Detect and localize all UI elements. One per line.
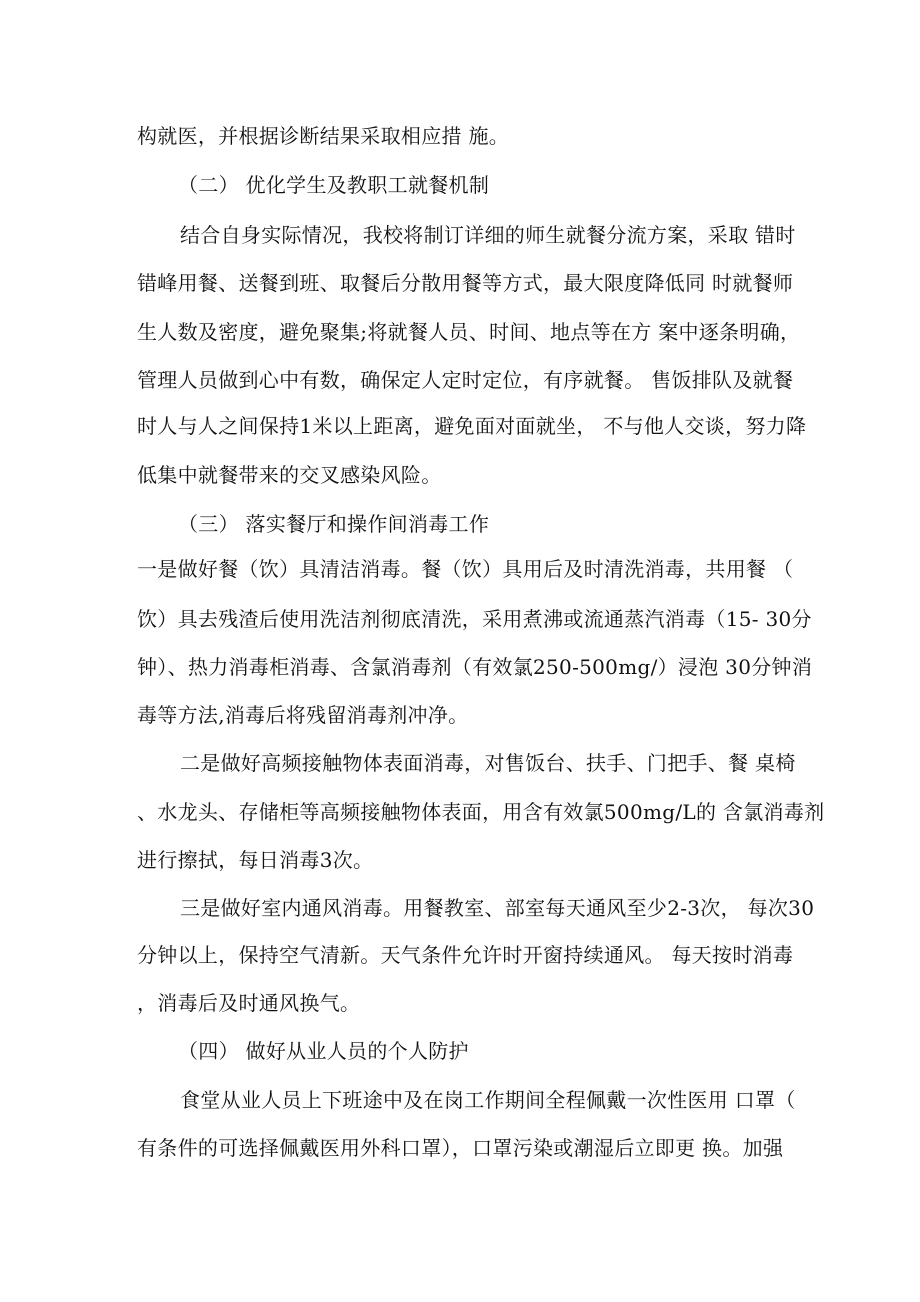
paragraph-line: 毒等方法,消毒后将残留消毒剂冲净。 <box>137 703 469 727</box>
paragraph-continuation-line: 构就医，并根据诊断结果采取相应措 施。 <box>137 124 510 148</box>
paragraph-line: 时人与人之间保持1米以上距离，避免面对面就坐， 不与他人交谈，努力降 <box>137 414 807 438</box>
paragraph-line: 三是做好室内通风消毒。用餐教室、部室每天通风至少2-3次， 每次30 <box>180 896 815 920</box>
section-heading-4: （四） 做好从业人员的个人防护 <box>178 1039 469 1063</box>
section-heading-2: （二） 优化学生及教职工就餐机制 <box>178 173 490 197</box>
paragraph-line: ，消毒后及时通风换气。 <box>137 991 361 1015</box>
paragraph-line: 饮）具去残渣后使用洗洁剂彻底清洗，采用煮沸或流通蒸汽消毒（15- 30分 <box>137 607 812 631</box>
paragraph-line: 、水龙头、存储柜等高频接触物体表面，用含有效氯500mg/L的 含氯消毒剂 <box>137 800 825 824</box>
paragraph-line: 钟）、热力消毒柜消毒、含氯消毒剂（有效氯250-500mg/）浸泡 30分钟消 <box>137 655 813 679</box>
paragraph-line: 有条件的可选择佩戴医用外科口罩），口罩污染或潮湿后立即更 换。加强 <box>137 1136 784 1160</box>
paragraph-line: 分钟以上，保持空气清新。天气条件允许时开窗持续通风。 每天按时消毒 <box>137 943 794 967</box>
paragraph-line: 一是做好餐（饮）具清洁消毒。餐（饮）具用后及时清洗消毒，共用餐 （ <box>137 557 794 581</box>
paragraph-line: 错峰用餐、送餐到班、取餐后分散用餐等方式，最大限度降低同 时就餐师 <box>137 271 794 295</box>
paragraph-line: 二是做好高频接触物体表面消毒，对售饭台、扶手、门把手、餐 桌椅 <box>180 751 796 775</box>
paragraph-line: 低集中就餐带来的交叉感染风险。 <box>137 463 442 487</box>
paragraph-line: 管理人员做到心中有数，确保定人定时定位，有序就餐。 售饭排队及就餐 <box>137 368 794 392</box>
paragraph-line: 生人数及密度，避免聚集;将就餐人员、时间、地点等在方 案中逐条明确， <box>137 320 801 344</box>
section-heading-3: （三） 落实餐厅和操作间消毒工作 <box>178 512 490 536</box>
paragraph-line: 结合自身实际情况，我校将制订详细的师生就餐分流方案，采取 错时 <box>180 223 796 247</box>
paragraph-line: 食堂从业人员上下班途中及在岗工作期间全程佩戴一次性医用 口罩（ <box>180 1088 796 1112</box>
paragraph-line: 进行擦拭，每日消毒3次。 <box>137 848 374 872</box>
